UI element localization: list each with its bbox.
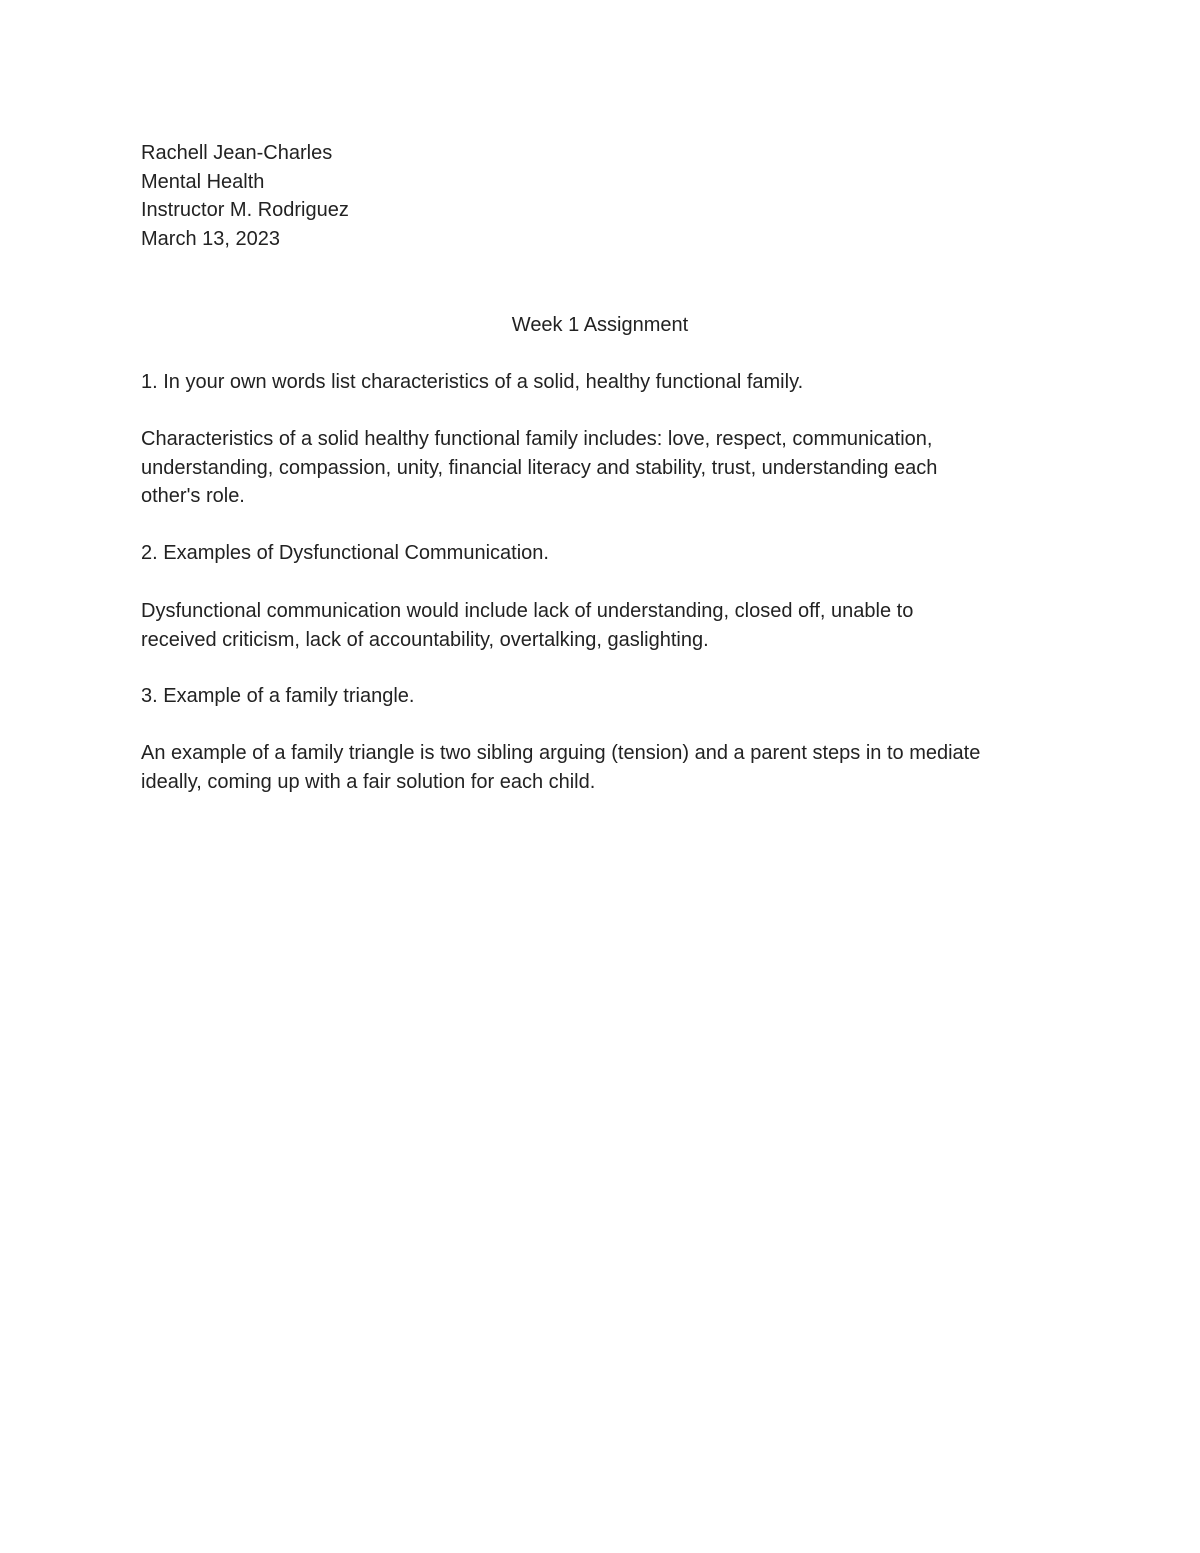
question-text: 2. Examples of Dysfunctional Communication.	[141, 542, 549, 564]
answer-line: ideally, coming up with a fair solution for each child.	[141, 770, 596, 793]
answer-line: other's role.	[141, 485, 245, 508]
question-1	[141, 368, 1061, 397]
instructor-name: Instructor M. Rodriguez	[141, 199, 349, 222]
question-text: 3. Example of a family triangle.	[141, 685, 415, 707]
answer-line: An example of a family triangle is two sibling arguing (tension) and a parent steps in to mediate	[141, 742, 981, 764]
student-name: Rachell Jean-Charles	[141, 142, 333, 164]
answer-2	[141, 597, 1061, 654]
document-title: Week 1 Assignment	[511, 314, 689, 336]
question-3	[141, 682, 1061, 711]
course-name: Mental Health	[141, 170, 265, 193]
answer-1	[141, 425, 1061, 511]
answer-line: Dysfunctional communication would include lack of understanding, closed off, unable to	[141, 600, 914, 622]
assignment-date: March 13, 2023	[141, 227, 280, 250]
question-text: 1. In your own words list characteristics of a solid, healthy functional family.	[141, 371, 804, 393]
answer-line: Characteristics of a solid healthy functional family includes: love, respect, communication,	[141, 428, 933, 450]
answer-line: understanding, compassion, unity, financial literacy and stability, trust, understanding each	[141, 456, 938, 479]
question-2	[141, 539, 1061, 568]
header-block	[141, 139, 1061, 253]
answer-3	[141, 739, 1061, 796]
answer-line: received criticism, lack of accountability, overtalking, gaslighting.	[141, 628, 709, 651]
